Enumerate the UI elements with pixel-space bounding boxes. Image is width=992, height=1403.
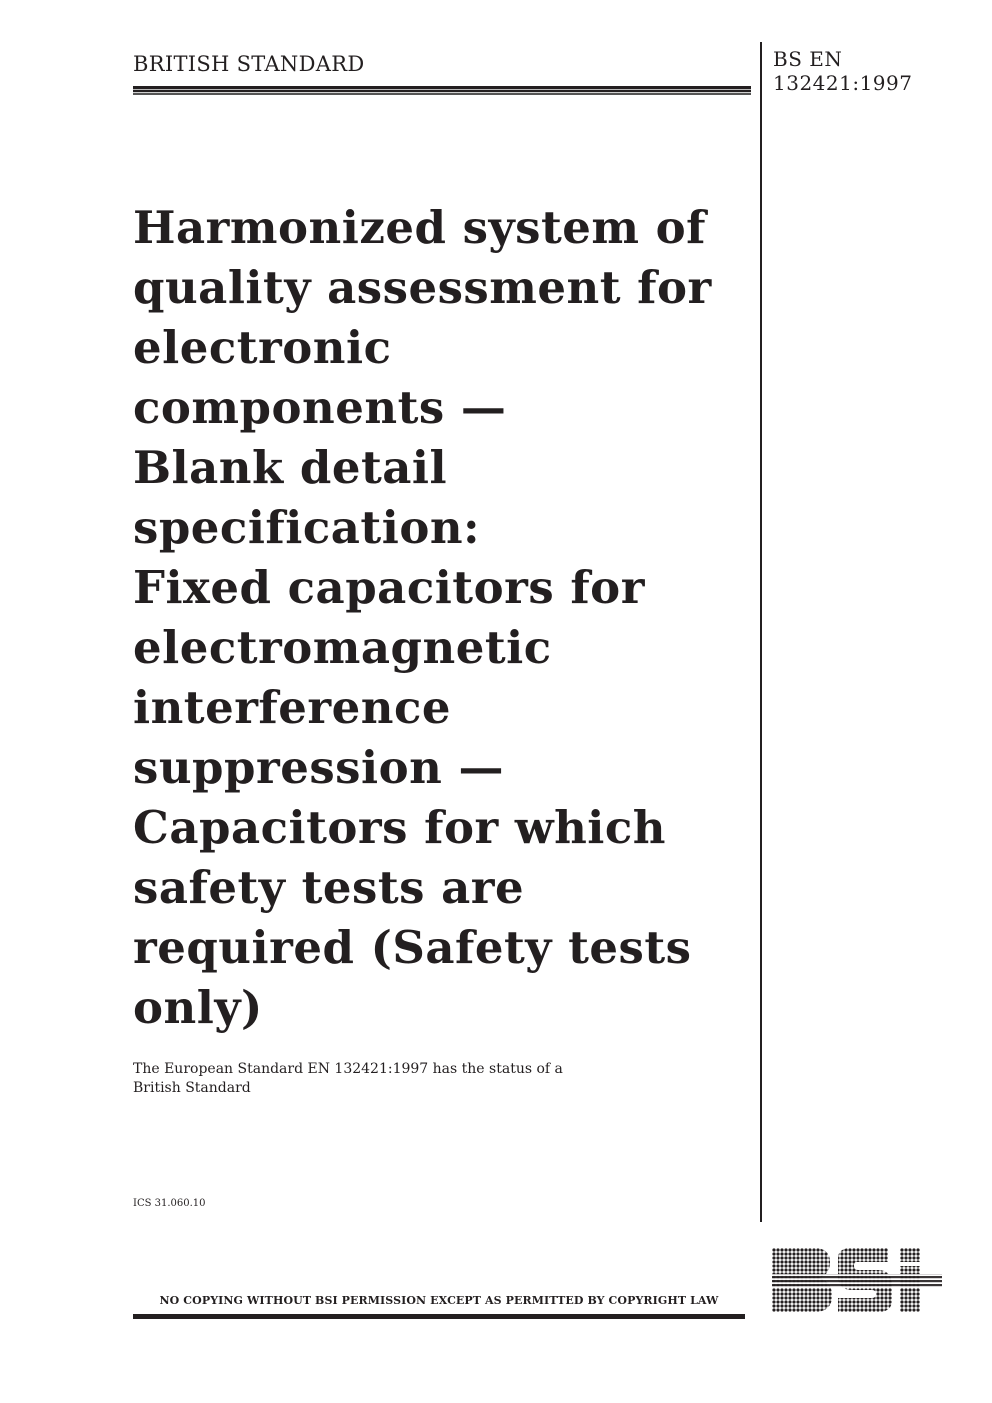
title-line: Fixed capacitors for [133, 561, 645, 614]
bsi-logo-icon [768, 1244, 946, 1316]
series-label: BRITISH STANDARD [133, 52, 365, 76]
copyright-notice: NO COPYING WITHOUT BSI PERMISSION EXCEPT AS PERMITTED BY COPYRIGHT LAW [159, 1294, 719, 1307]
title-line: components — [133, 381, 507, 434]
title-line: Capacitors for which [133, 801, 667, 854]
title-line: suppression — [133, 741, 504, 794]
standard-number-line-1: BS EN [773, 47, 843, 71]
title-line: required (Safety tests [133, 921, 692, 974]
title-line: electromagnetic [133, 621, 552, 674]
title-line: interference [133, 681, 452, 734]
title-line: safety tests are [133, 861, 525, 914]
status-statement [133, 1060, 693, 1098]
standard-number-line-2: 132421:1997 [773, 71, 913, 95]
title-line: quality assessment for [133, 261, 712, 314]
title-line: electronic [133, 321, 392, 374]
header-rule [133, 86, 751, 98]
ics-code: ICS 31.060.10 [133, 1198, 206, 1209]
standard-number [773, 47, 912, 95]
title-line: Harmonized system of [133, 201, 707, 254]
status-line: British Standard [133, 1080, 251, 1096]
status-line: The European Standard EN 132421:1997 has the status of a [133, 1061, 563, 1077]
title-line: specification: [133, 501, 481, 554]
vertical-divider [760, 42, 762, 1222]
document-title [133, 198, 753, 1038]
title-line: only) [133, 981, 263, 1034]
bottom-rule [133, 1314, 745, 1319]
title-line: Blank detail [133, 441, 448, 494]
